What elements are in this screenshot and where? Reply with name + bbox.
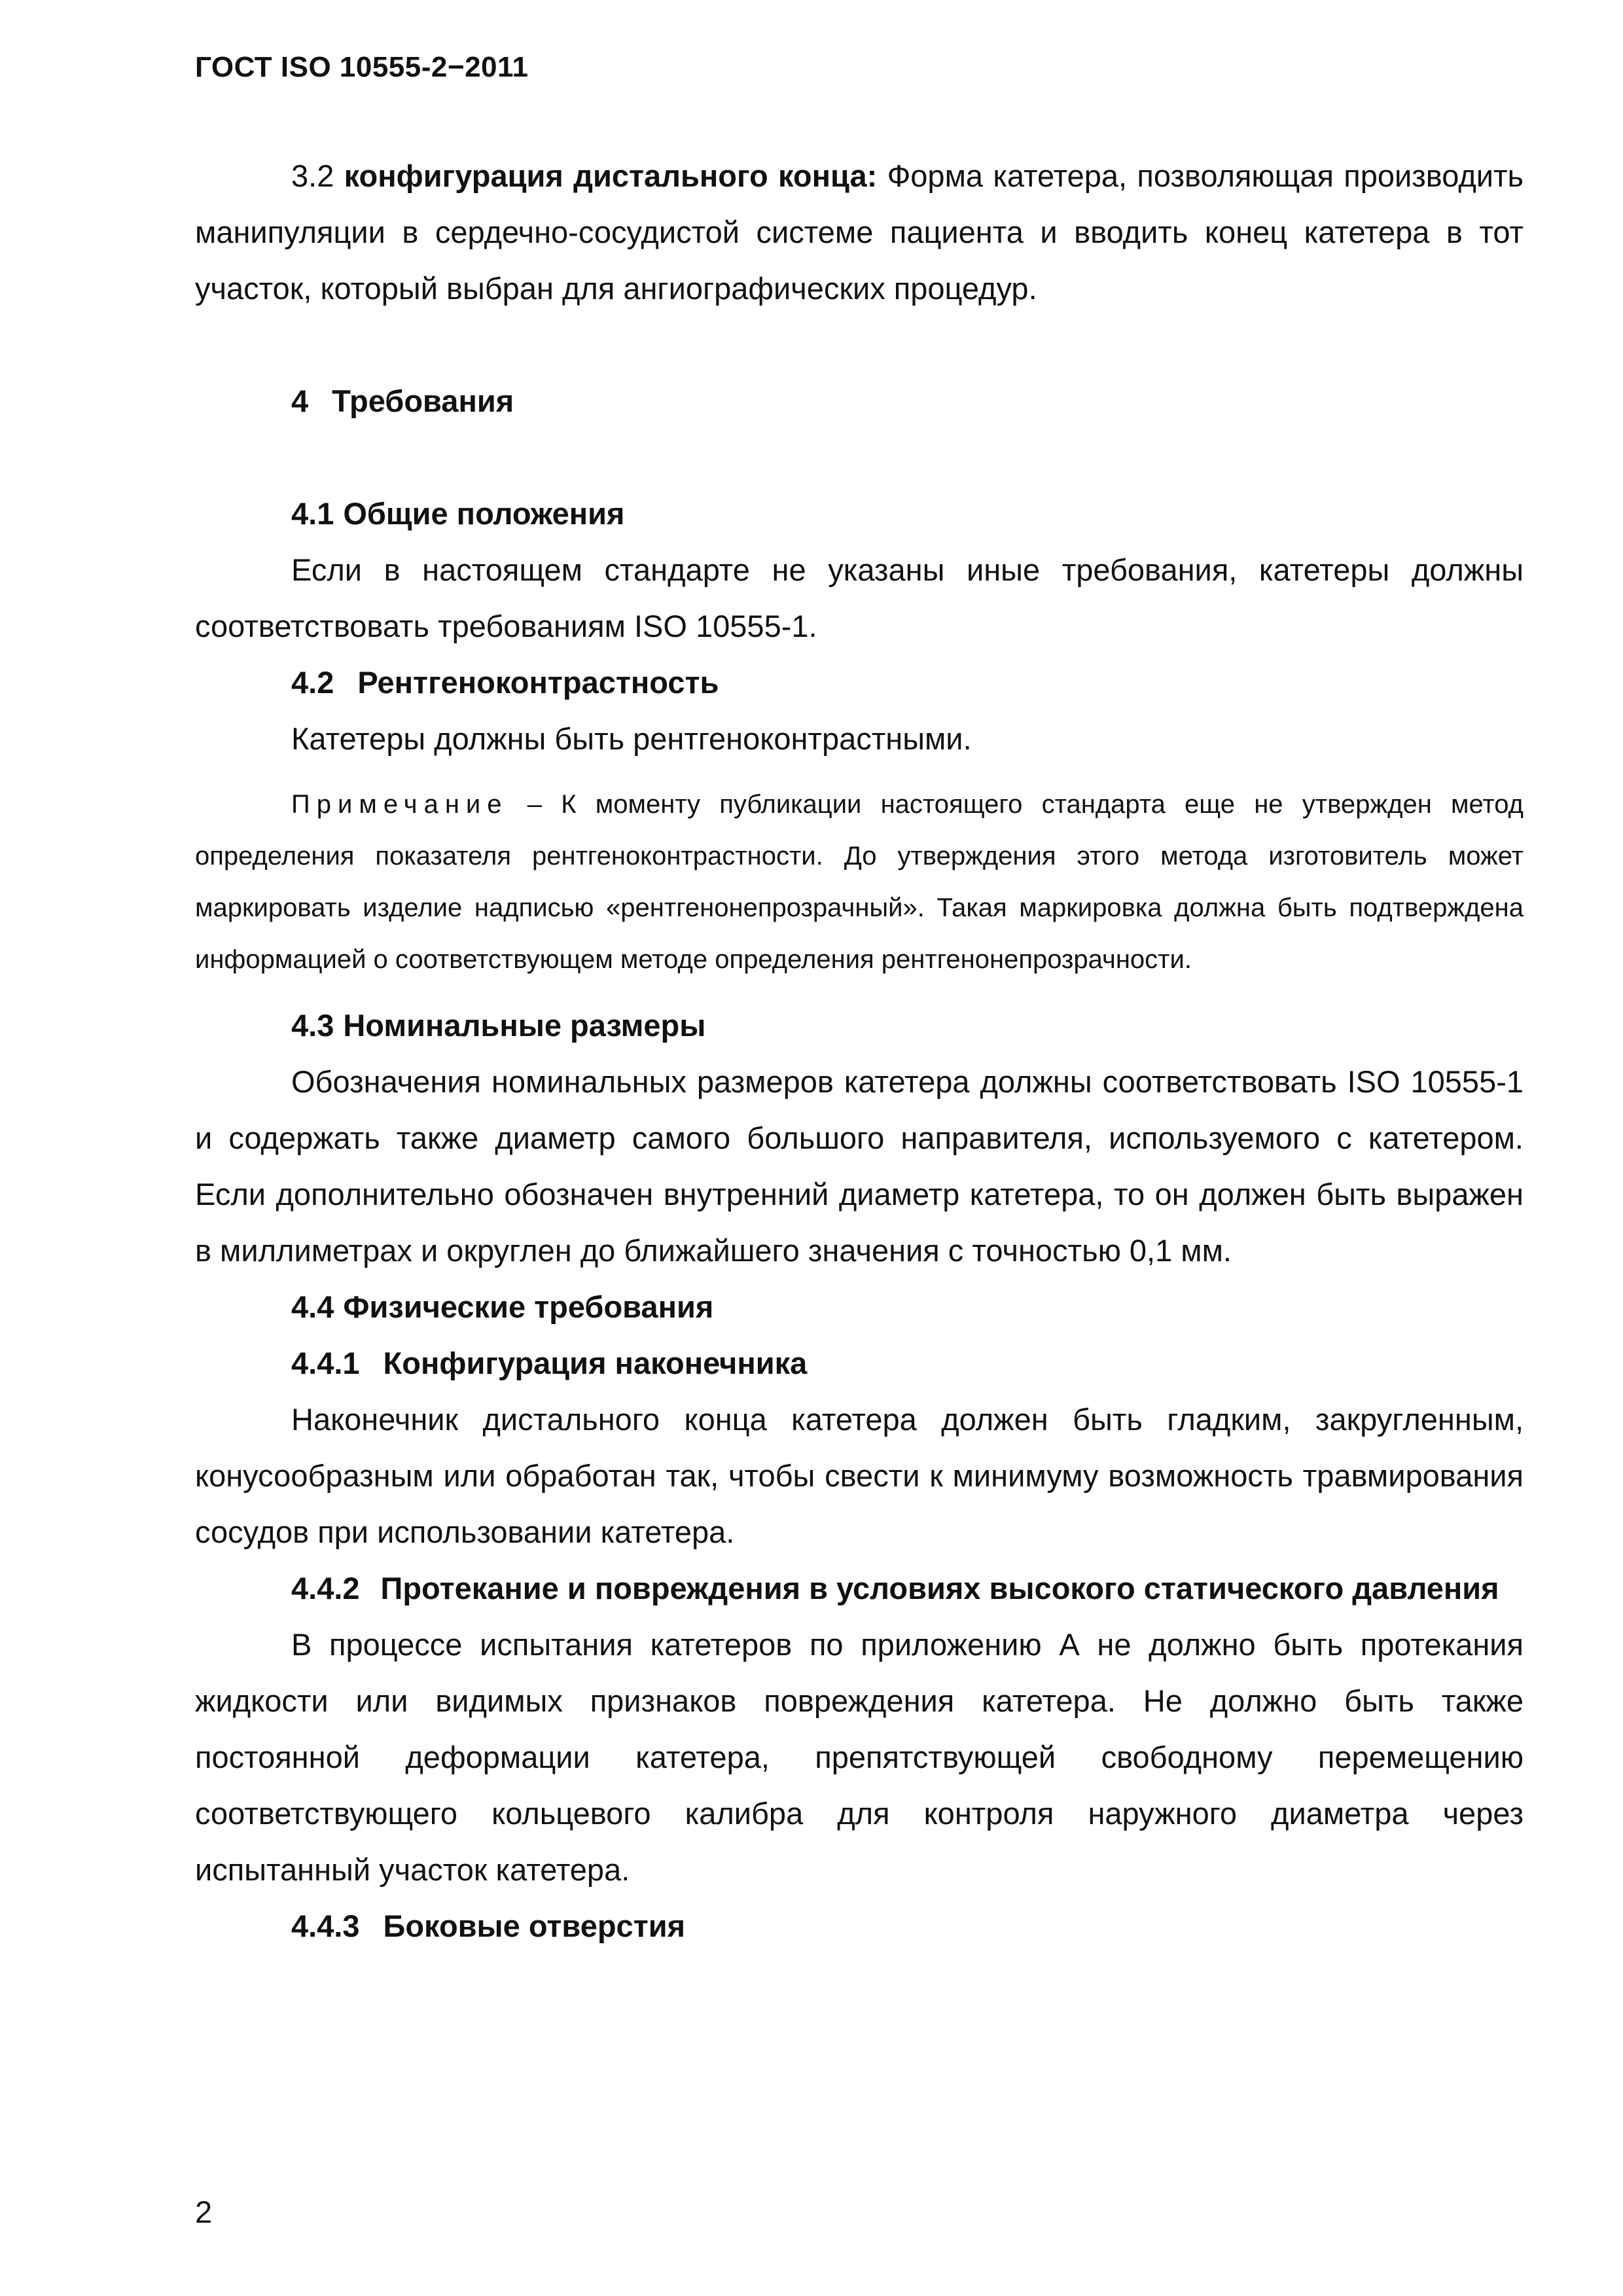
- section-title: Физические требования: [343, 1289, 714, 1324]
- section-heading-4-4-1: [195, 1335, 1524, 1391]
- section-heading-4-1: [195, 486, 1524, 542]
- section-number: 4.4: [291, 1289, 334, 1324]
- section-heading-4-2: [195, 655, 1524, 711]
- section-heading-4-4-2: [195, 1560, 1524, 1617]
- section-number: 4.4.2: [291, 1571, 360, 1605]
- spacer: [195, 767, 1524, 779]
- note-4-2: [195, 779, 1524, 986]
- paragraph-4-2: Катетеры должны быть рентгеноконтрастными.: [291, 721, 972, 756]
- page-number: 2: [195, 2195, 213, 2229]
- section-number: 4.4.3: [291, 1909, 360, 1943]
- section-number: 4.4.1: [291, 1346, 360, 1380]
- paragraph-4-1: Если в настоящем стандарте не указаны иные требования, катетеры должны соответствовать требованиям ISO 10555-1.: [195, 552, 1524, 643]
- section-number: 4.2: [291, 665, 334, 700]
- section-title: Требования: [332, 384, 514, 418]
- section-title: Боковые отверстия: [383, 1909, 686, 1943]
- spacer: [195, 986, 1524, 997]
- paragraph-4-3: Обозначения номинальных размеров катетера должны соответствовать ISO 10555-1 и содержать также диаметр самого большого направителя, используемого с катетером. Если дополнительно обозначен внутренний диаметр катетера, то он должен быть выражен в миллиметрах и округлен до ближайшего значения с точностью 0,1 мм.: [195, 1064, 1524, 1268]
- spacer: [195, 317, 1524, 373]
- section-title: Протекание и повреждения в условиях высокого статического давления: [380, 1571, 1499, 1605]
- paragraph-4-4-2: В процессе испытания катетеров по приложению А не должно быть протекания жидкости или видимых признаков повреждения катетера. Не должно быть также постоянной деформации катетера, препятствующей свободному перемещению соответствующего кольцевого калибра для контроля наружного диаметра через испытанный участок катетера.: [195, 1627, 1524, 1887]
- section-number: 4: [291, 384, 309, 418]
- section-heading-4: [195, 373, 1524, 429]
- clause-number: 3.2: [291, 158, 334, 193]
- paragraph-4-4-1: Наконечник дистального конца катетера должен быть гладким, закругленным, конусообразным или обработан так, чтобы свести к минимуму возможность травмирования сосудов при использовании катетера.: [195, 1402, 1524, 1549]
- section-number: 4.3: [291, 1008, 334, 1043]
- section-title: Рентгеноконтрастность: [357, 665, 719, 700]
- section-heading-4-4: [195, 1279, 1524, 1335]
- section-title: Общие положения: [343, 496, 625, 531]
- clause-3-2: [195, 148, 1524, 317]
- section-number: 4.1: [291, 496, 334, 531]
- document-header: ГОСТ ISO 10555-2−2011: [195, 51, 529, 83]
- term: конфигурация дистального конца:: [344, 158, 878, 193]
- section-heading-4-3: [195, 997, 1524, 1054]
- section-title: Конфигурация наконечника: [383, 1346, 808, 1380]
- note-label: Примечание: [291, 790, 508, 819]
- section-title: Номинальные размеры: [343, 1008, 706, 1043]
- document-body: [195, 148, 1524, 1954]
- note-text: – К моменту публикации настоящего стандарта еще не утвержден метод определения показателя рентгеноконтрастности. До утверждения этого метода изготовитель может маркировать изделие надписью «рентгенонепрозрачный». Такая маркировка должна быть подтверждена информацией о соответствующем методе определения рентгенонепрозрачности.: [195, 790, 1524, 974]
- term-definition: Форма катетера, позволяющая производить манипуляции в сердечно-сосудистой системе пациента и вводить конец катетера в тот участок, который выбран для ангиографических процедур.: [195, 158, 1524, 306]
- spacer: [195, 429, 1524, 486]
- section-heading-4-4-3: [195, 1898, 1524, 1954]
